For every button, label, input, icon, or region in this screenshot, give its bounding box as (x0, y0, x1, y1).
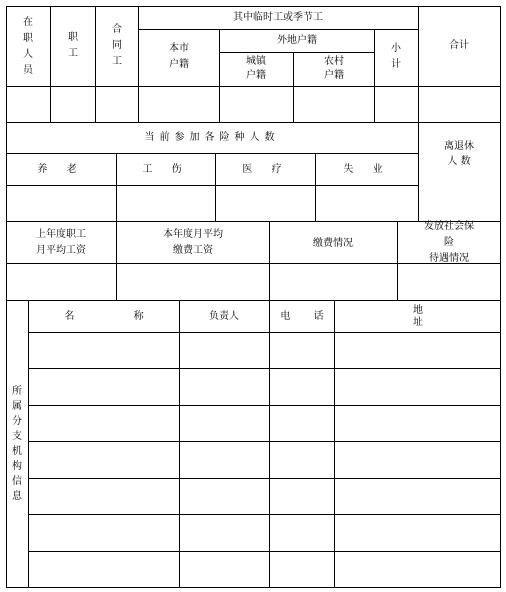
last-year-wage-cell[interactable] (7, 264, 116, 300)
branch-info-side-label: 所属分支机构信息 (12, 386, 22, 502)
header-subtotal: 小 计 (391, 43, 401, 70)
local-household-count-cell[interactable] (139, 87, 219, 122)
header-benefits-status: 发放社会保险 待遇情况 (424, 221, 474, 264)
header-contract-worker: 合 同 工 (112, 24, 122, 67)
header-branch-name: 名 称 (64, 311, 172, 322)
incumbent-count-cell[interactable] (7, 87, 50, 122)
header-address: 地 址 (413, 305, 451, 328)
header-local-household: 本市 户籍 (169, 43, 189, 70)
benefits-status-cell[interactable] (398, 264, 500, 300)
header-incumbent-staff: 在 职 人 员 (23, 17, 33, 76)
pension-count-cell[interactable] (7, 186, 116, 221)
header-total: 合计 (449, 40, 469, 51)
header-payment-status: 缴费情况 (313, 238, 353, 249)
header-staff: 职 工 (68, 32, 78, 59)
header-insured-count: 当前参加各险种人数 (144, 132, 280, 143)
header-contribution-wage: 本年度月平均 缴费工资 (163, 229, 223, 256)
contribution-wage-cell[interactable] (117, 264, 269, 300)
rural-household-count-cell[interactable] (294, 87, 374, 122)
total-cell[interactable] (419, 87, 500, 122)
header-medical: 医 疗 (242, 164, 290, 175)
header-person-in-charge: 负责人 (209, 311, 239, 322)
branch-info-rows[interactable] (29, 333, 500, 587)
payment-status-cell[interactable] (270, 264, 397, 300)
urban-household-count-cell[interactable] (220, 87, 293, 122)
header-nonlocal-household: 外地户籍 (277, 35, 317, 46)
staff-count-cell[interactable] (51, 87, 95, 122)
header-retired-count: 离退休 人 数 (444, 141, 474, 167)
contract-count-cell[interactable] (96, 87, 138, 122)
header-unemployment: 失 业 (343, 164, 391, 175)
injury-count-cell[interactable] (117, 186, 215, 221)
header-work-injury: 工 伤 (142, 164, 190, 175)
header-phone: 电 话 (280, 311, 334, 322)
medical-count-cell[interactable] (216, 186, 315, 221)
header-pension: 养 老 (37, 164, 85, 175)
unemployment-count-cell[interactable] (316, 186, 418, 221)
header-urban-household: 城镇 户籍 (246, 56, 266, 81)
subtotal-cell[interactable] (375, 87, 418, 122)
header-temporary-seasonal-workers: 其中临时工或季节工 (233, 12, 323, 23)
header-last-year-avg-wage: 上年度职工 月平均工资 (36, 229, 86, 256)
header-rural-household: 农村 户籍 (324, 56, 344, 81)
retired-count-cell[interactable] (419, 186, 500, 221)
